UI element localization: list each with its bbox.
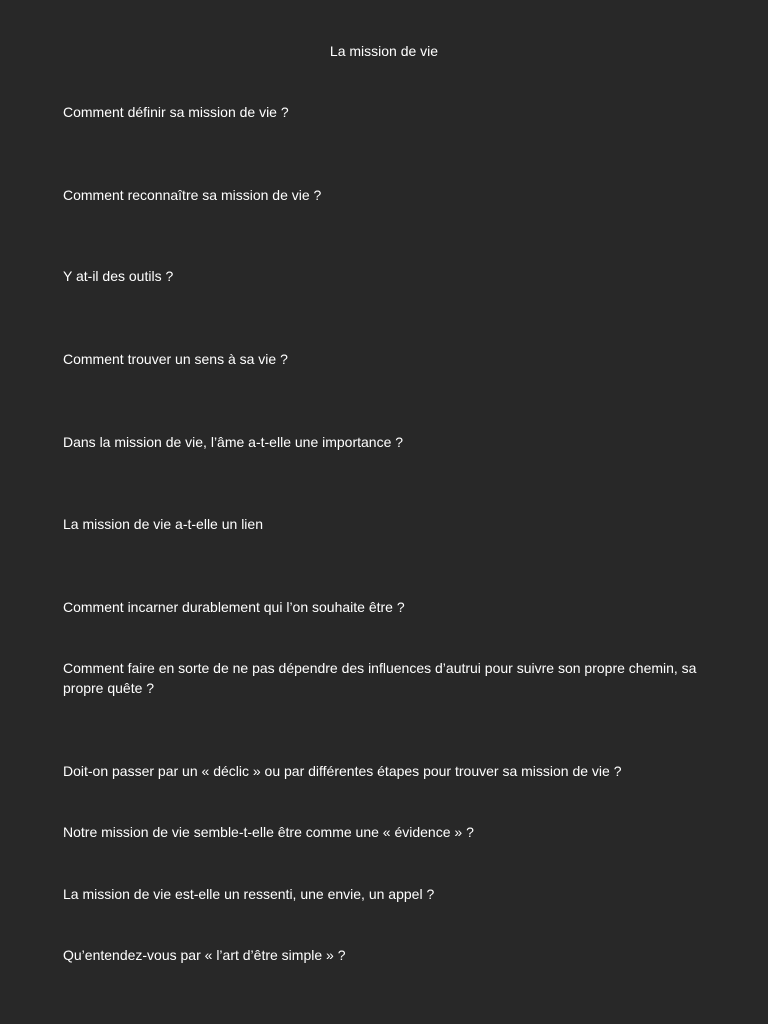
question-3: Y at-il des outils ? — [63, 268, 174, 284]
question-10: Notre mission de vie semble-t-elle être comme une « évidence » ? — [63, 824, 474, 840]
page-title: La mission de vie — [329, 43, 439, 59]
question-5: Dans la mission de vie, l’âme a-t-elle une importance ? — [63, 434, 404, 450]
question-4: Comment trouver un sens à sa vie ? — [63, 351, 288, 367]
question-1: Comment définir sa mission de vie ? — [63, 104, 289, 120]
question-6: La mission de vie a-t-elle un lien — [63, 516, 263, 532]
question-2: Comment reconnaître sa mission de vie ? — [63, 187, 322, 203]
question-8: Comment faire en sorte de ne pas dépendre des influences d’autrui pour suivre son propre chemin, sa propre quête ? — [63, 660, 697, 696]
question-9: Doit-on passer par un « déclic » ou par différentes étapes pour trouver sa mission de vie ? — [63, 763, 622, 779]
question-7: Comment incarner durablement qui l’on souhaite être ? — [63, 599, 405, 615]
question-11: La mission de vie est-elle un ressenti, une envie, un appel ? — [63, 886, 435, 902]
question-12: Qu’entendez-vous par « l’art d’être simple » ? — [63, 947, 346, 963]
